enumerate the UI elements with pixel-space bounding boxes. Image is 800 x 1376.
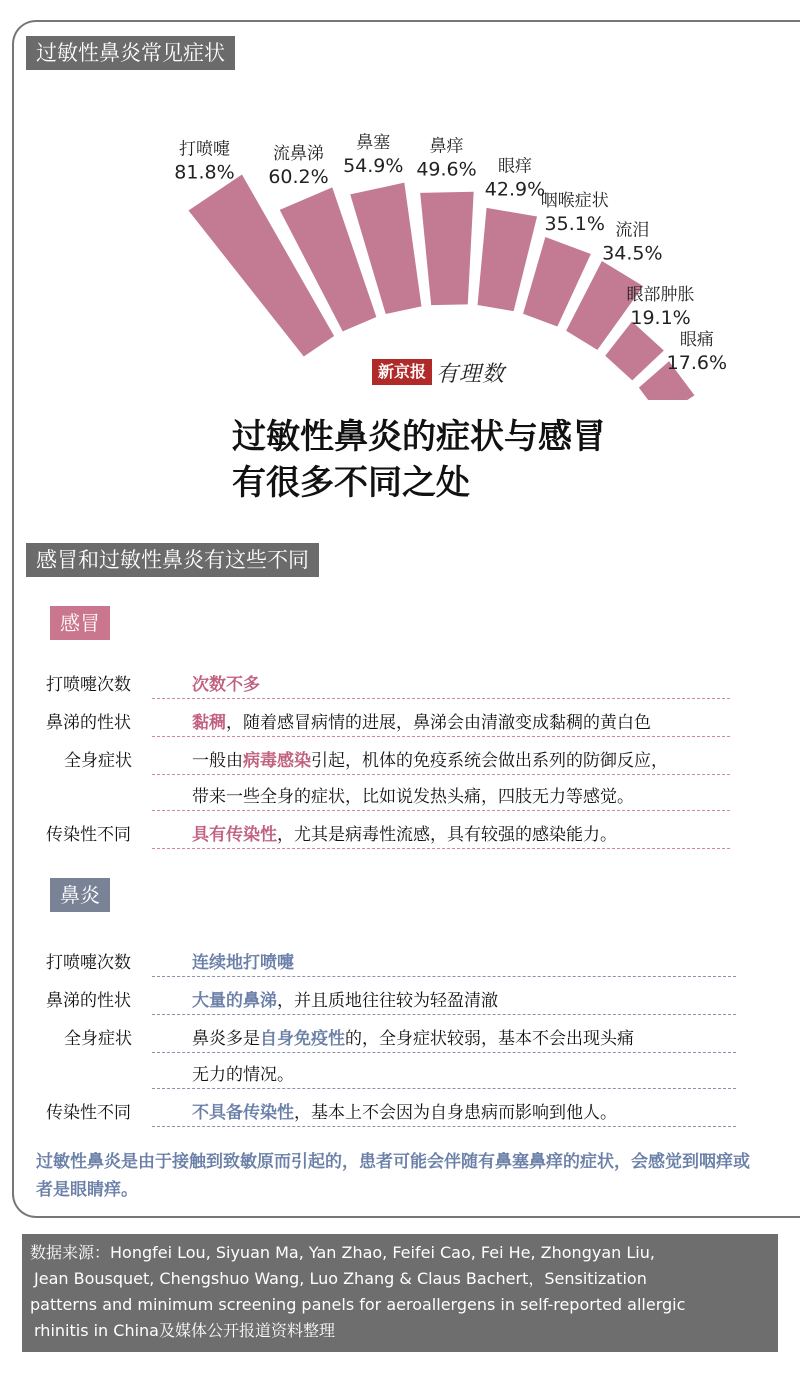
cold-pre-systemic: 一般由	[192, 751, 243, 771]
bar-4	[478, 208, 538, 311]
headline	[232, 414, 772, 506]
value-label-2: 54.9%	[343, 154, 404, 177]
badge-cold: 感冒	[50, 606, 110, 640]
headline-line1: 过敏性鼻炎的症状与感冒	[232, 417, 606, 457]
divider	[152, 848, 730, 849]
divider	[152, 1014, 736, 1015]
source-box	[22, 1234, 778, 1352]
cold-rest-contagion: ，尤其是病毒性流感，具有较强的感染能力。	[277, 825, 617, 845]
headline-line2: 有很多不同之处	[232, 463, 470, 503]
cold-text-systemic-line2: 带来一些全身的症状，比如说发热头痛，四肢无力等感觉。	[192, 787, 634, 807]
logo-name: 新京报	[372, 359, 432, 385]
rhin-label-sneeze: 打喷嚏次数	[46, 953, 131, 973]
rhin-text-systemic	[192, 1024, 634, 1049]
rhin-hl-systemic: 自身免疫性	[260, 1029, 345, 1049]
rhin-text-mucus	[192, 986, 498, 1011]
source-line2: Jean Bousquet, Chengshuo Wang, Luo Zhang & Claus Bachert，Sensitization	[34, 1269, 647, 1288]
value-label-7: 19.1%	[630, 307, 691, 330]
cold-label-mucus: 鼻涕的性状	[46, 713, 131, 733]
divider	[152, 1126, 736, 1127]
rhin-pre-systemic: 鼻炎多是	[192, 1029, 260, 1049]
rhin-label-systemic: 全身症状	[64, 1029, 132, 1049]
cold-rest-mucus: ，随着感冒病情的进展，鼻涕会由清澈变成黏稠的黄白色	[226, 713, 651, 733]
rhin-rest-systemic: 的，全身症状较弱，基本不会出现头痛	[345, 1029, 634, 1049]
symptom-fan-chart	[0, 0, 800, 400]
value-label-0: 81.8%	[174, 161, 235, 184]
cold-label-systemic: 全身症状	[64, 751, 132, 771]
rhin-text-contagion	[192, 1098, 617, 1123]
category-label-0: 打喷嚏	[178, 139, 230, 160]
category-label-2: 鼻塞	[356, 132, 391, 153]
value-label-1: 60.2%	[268, 166, 329, 189]
cold-text-contagion	[192, 820, 617, 845]
rhin-label-contagion: 传染性不同	[46, 1103, 131, 1123]
cold-text-mucus	[192, 708, 651, 733]
value-label-8: 17.6%	[666, 352, 728, 375]
cold-label-sneeze: 打喷嚏次数	[46, 675, 131, 695]
category-label-5: 咽喉症状	[540, 190, 609, 211]
divider	[152, 774, 730, 775]
category-label-1: 流鼻涕	[273, 144, 325, 165]
value-label-6: 34.5%	[602, 242, 663, 265]
divider	[152, 976, 736, 977]
divider	[152, 810, 730, 811]
value-label-3: 49.6%	[416, 158, 477, 181]
category-label-6: 流泪	[615, 220, 650, 241]
divider	[152, 1052, 736, 1053]
rhin-label-mucus: 鼻涕的性状	[46, 991, 131, 1011]
logo	[372, 358, 505, 386]
rhin-text-sneeze	[192, 948, 294, 973]
cold-rest-systemic: 引起，机体的免疫系统会做出系列的防御反应，	[311, 751, 668, 771]
summary-note: 过敏性鼻炎是由于接触到致敏原而引起的，患者可能会伴随有鼻塞鼻痒的症状，会感觉到咽痒或者是眼睛痒。	[36, 1152, 750, 1200]
cold-text-sneeze	[192, 670, 260, 695]
category-label-8: 眼痛	[679, 330, 714, 351]
divider	[152, 736, 730, 737]
bar-3	[420, 192, 473, 305]
source-line4: rhinitis in China及媒体公开报道资料整理	[34, 1321, 335, 1340]
value-label-4: 42.9%	[484, 178, 546, 201]
cold-label-contagion: 传染性不同	[46, 825, 131, 845]
category-label-4: 眼痒	[497, 156, 532, 177]
rhin-hl-contagion: 不具备传染性	[192, 1103, 294, 1123]
logo-script: 有理数	[436, 361, 506, 387]
category-label-3: 鼻痒	[429, 136, 464, 157]
rhin-rest-mucus: ，并且质地往往较为轻盈清澈	[277, 991, 498, 1011]
cold-hl-systemic: 病毒感染	[243, 751, 311, 771]
section-title-symptoms: 过敏性鼻炎常见症状	[26, 36, 235, 70]
rhin-rest-contagion: ，基本上不会因为自身患病而影响到他人。	[294, 1103, 617, 1123]
value-label-5: 35.1%	[544, 212, 605, 235]
category-label-7: 眼部肿胀	[626, 285, 695, 306]
cold-hl-contagion: 具有传染性	[192, 825, 277, 845]
badge-rhinitis: 鼻炎	[50, 878, 110, 912]
divider	[152, 698, 730, 699]
cold-text-systemic	[192, 746, 668, 771]
cold-hl-mucus: 黏稠	[192, 713, 226, 733]
section-title-differences: 感冒和过敏性鼻炎有这些不同	[26, 543, 319, 577]
cold-hl-sneeze: 次数不多	[192, 675, 260, 695]
source-line1: 数据来源：Hongfei Lou, Siyuan Ma, Yan Zhao, Feifei Cao, Fei He, Zhongyan Liu,	[30, 1243, 655, 1262]
rhin-hl-sneeze: 连续地打喷嚏	[192, 953, 294, 973]
rhin-hl-mucus: 大量的鼻涕	[192, 991, 277, 1011]
source-line3: patterns and minimum screening panels for aeroallergens in self-reported allergic	[30, 1295, 686, 1314]
rhin-text-systemic-line2: 无力的情况。	[192, 1065, 294, 1085]
divider	[152, 1088, 736, 1089]
bar-7	[605, 322, 664, 381]
